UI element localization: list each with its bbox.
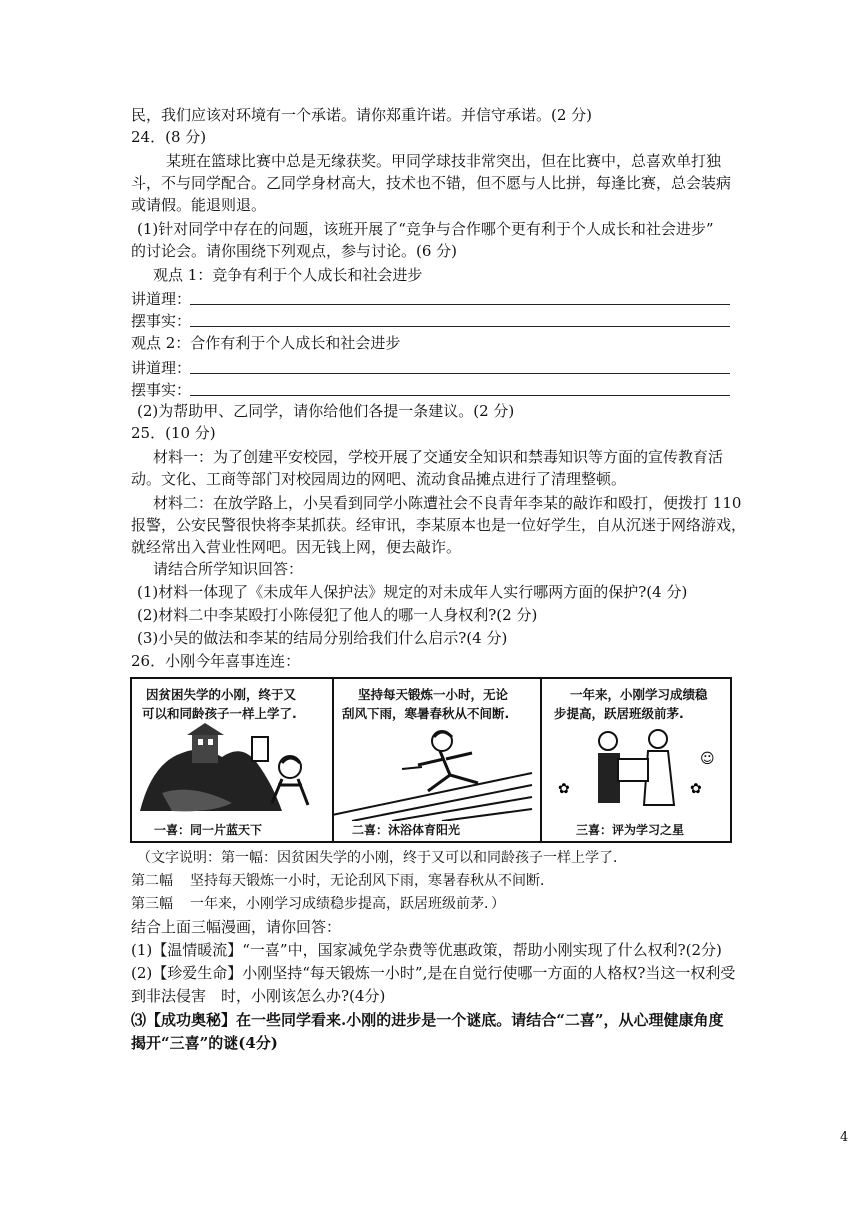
text-line: 请结合所学知识回答： [153,560,304,578]
svg-text:✿: ✿ [690,781,702,797]
text-line: 斗，不与同学配合。乙同学身材高大，技术也不错，但不愿与人比拼，每逢比赛，总会装病 [131,174,732,192]
text-line: (1)材料一体现了《未成年人保护法》规定的对未成年人实行哪两方面的保护?(4 分) [137,583,688,601]
panel-text: 步提高，跃居班级前茅. [554,706,684,721]
text-line: (2)为帮助甲、乙同学，请你给他们各提一条建议。(2 分) [137,402,515,420]
text-line: (2)材料二中李某殴打小陈侵犯了他人的哪一人身权利?(2 分) [137,606,538,624]
viewpoint-2: 观点 2：合作有利于个人成长和社会进步 [131,334,401,352]
panel-text: 刮风下雨，寒暑春秋从不间断. [342,706,510,721]
answer-blank[interactable] [190,304,730,305]
caption-line: （文字说明：第一幅：因贫困失学的小刚，终于又可以和同龄孩子一样上学了． [137,850,627,866]
text-line: (3)小吴的做法和李某的结局分别给我们什么启示?(4 分) [137,629,508,647]
text-line: 民，我们应该对环境有一个承诺。请你郑重许诺。并信守承诺。(2 分) [131,106,593,124]
reason-label-1: 讲道理： [131,290,192,308]
caption-line: 坚持每天锻炼一小时，无论刮风下雨，寒暑春秋从不间断． [190,873,554,889]
panel-caption: 一喜：同一片蓝天下 [154,823,263,837]
caption-label: 第三幅 [131,896,173,912]
comic-panel-3 [540,679,730,841]
text-line: 材料一：为了创建平安校园，学校开展了交通安全知识和禁毒知识等方面的宣传教育活 [153,448,724,466]
caption-label: 第二幅 [131,873,173,889]
runner-illustration [332,723,540,821]
answer-blank[interactable] [190,395,730,396]
comic-strip [130,677,732,843]
page-number: 4 [840,1130,849,1145]
question-25-heading: 25．(10 分) [131,424,216,442]
comic-panel-1 [132,679,334,841]
reason-label-2: 讲道理： [131,359,192,377]
text-line: 报警，公安民警很快将李某抓获。经审讯，李某原本也是一位好学生，自从沉迷于网络游戏， [131,516,747,534]
panel-text: 坚持每天锻炼一小时，无论 [358,687,509,702]
text-line: 就经常出入营业性网吧。因无钱上网，便去敲诈。 [131,538,462,556]
answer-blank[interactable] [190,373,730,374]
panel-caption: 二喜：沐浴体育阳光 [352,823,461,837]
answer-blank[interactable] [190,326,730,327]
comic-panel-2 [332,679,542,841]
text-line: (2)【珍爱生命】小刚坚持“每天锻炼一小时”,是在自觉行使哪一方面的人格权?当这一权利受 [131,964,736,982]
question-26-heading: 26．小刚今年喜事连连： [131,652,301,670]
fact-label-1: 摆事实： [131,312,192,330]
text-line: (1)【温情暖流】“一喜”中，国家减免学杂费等优惠政策，帮助小刚实现了什么权利?(2分) [131,941,722,959]
text-line: 动。文化、工商等部门对校园周边的网吧、流动食品摊点进行了清理整顿。 [131,470,627,488]
school-building-illustration [132,723,332,821]
panel-text: 因贫困失学的小刚，终于又 [146,687,297,702]
text-line: 结合上面三幅漫画，请你回答： [131,918,342,936]
text-line: 或请假。能退则退。 [131,196,267,214]
text-line: 某班在篮球比赛中总是无缘获奖。甲同学球技非常突出，但在比赛中，总喜欢单打独 [166,152,722,170]
award-illustration [540,723,730,821]
panel-text: 可以和同龄孩子一样上学了. [142,706,297,721]
svg-text:✿: ✿ [558,781,570,797]
panel-text: 一年来，小刚学习成绩稳 [570,687,708,702]
text-line: 的讨论会。请你围绕下列观点，参与讨论。(6 分) [131,242,458,260]
fact-label-2: 摆事实： [131,381,192,399]
caption-line: 一年来，小刚学习成绩稳步提高，跃居班级前茅．） [190,896,505,912]
svg-text:☺: ☺ [700,751,715,767]
question-24-heading: 24．(8 分) [131,128,207,146]
text-line: 揭开“三喜”的谜(4分) [131,1034,278,1052]
panel-caption: 三喜：评为学习之星 [576,823,685,837]
text-line: ⑶【成功奥秘】在一些同学看来.小刚的进步是一个谜底。请结合“二喜”，从心理健康角度 [131,1011,724,1029]
viewpoint-1: 观点 1：竞争有利于个人成长和社会进步 [153,266,423,284]
text-line: 到非法侵害 时，小刚该怎么办?(4分) [131,987,386,1005]
text-line: 材料二：在放学路上，小吴看到同学小陈遭社会不良青年李某的敲诈和殴打，便拨打 110 [153,494,742,512]
text-line: (1)针对同学中存在的问题，该班开展了“竞争与合作哪个更有利于个人成长和社会进步” [137,220,714,238]
